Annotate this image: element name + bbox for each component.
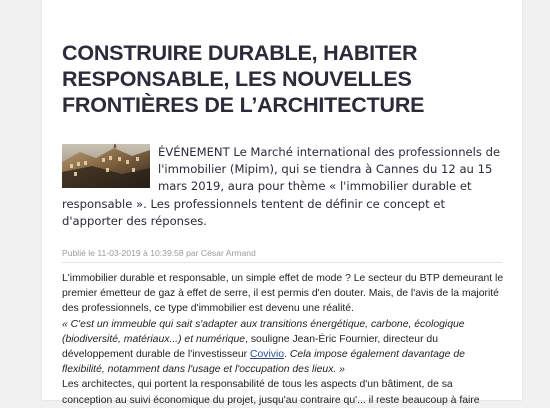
attribution-end: . [284, 349, 290, 361]
article-byline: Publié le 11-03-2019 à 10:39:58 par César Armand [62, 248, 256, 258]
quote-attribution: , souligne Jean-Éric Fournier, directeur du développement durable de l'investisseur [62, 333, 438, 361]
quote-text: C'est un immeuble qui sait s'adapter aux transitions énergétique, carbone, écologique (biodiversité, matériaux...) et numérique [62, 318, 465, 345]
body-paragraph-3: Les architectes, qui portent la responsabilité de tous les aspects d'un bâtiment, de sa [62, 379, 453, 391]
body-quote-paragraph [62, 317, 507, 378]
body-paragraph: L'immobilier durable et responsable, un simple effet de mode ? Le secteur du BTP demeurant le premier émetteur de gaz à effet de serre, il est permis d'en douter. Mais, de l'avis de la majorité des professionnels, ce type d'immobilier est devenu une réalité. [62, 273, 504, 315]
quote-text-2: Cela impose également davantage de flexibilité, notamment dans l'usage et l'occupation des lieux. [62, 349, 465, 376]
article-body [62, 271, 507, 408]
article-title: CONSTRUIRE DURABLE, HABITER RESPONSABLE, LES NOUVELLES FRONTIÈRES DE L’ARCHITECTURE [62, 41, 425, 117]
quote-open: « [62, 318, 71, 330]
body-paragraph-3-cut: conception au suivi économique du projet, jusqu'au contraire qu'... il reste beaucoup à faire [62, 394, 480, 406]
lead-text: ÉVÉNEMENT Le Marché international des professionnels de l'immobilier (Mipim), qui se tiendra à Cannes du 12 au 15 mars 2019, aura pour thème « l'immobilier durable et responsable ». Les professionnels tentent de définir ce concept et d'apporter des réponses. [62, 145, 501, 228]
article-card [42, 0, 522, 406]
divider [62, 262, 502, 263]
article-lead [62, 144, 502, 230]
covivio-link[interactable]: Covivio [249, 349, 285, 361]
quote-close: » [336, 364, 345, 376]
